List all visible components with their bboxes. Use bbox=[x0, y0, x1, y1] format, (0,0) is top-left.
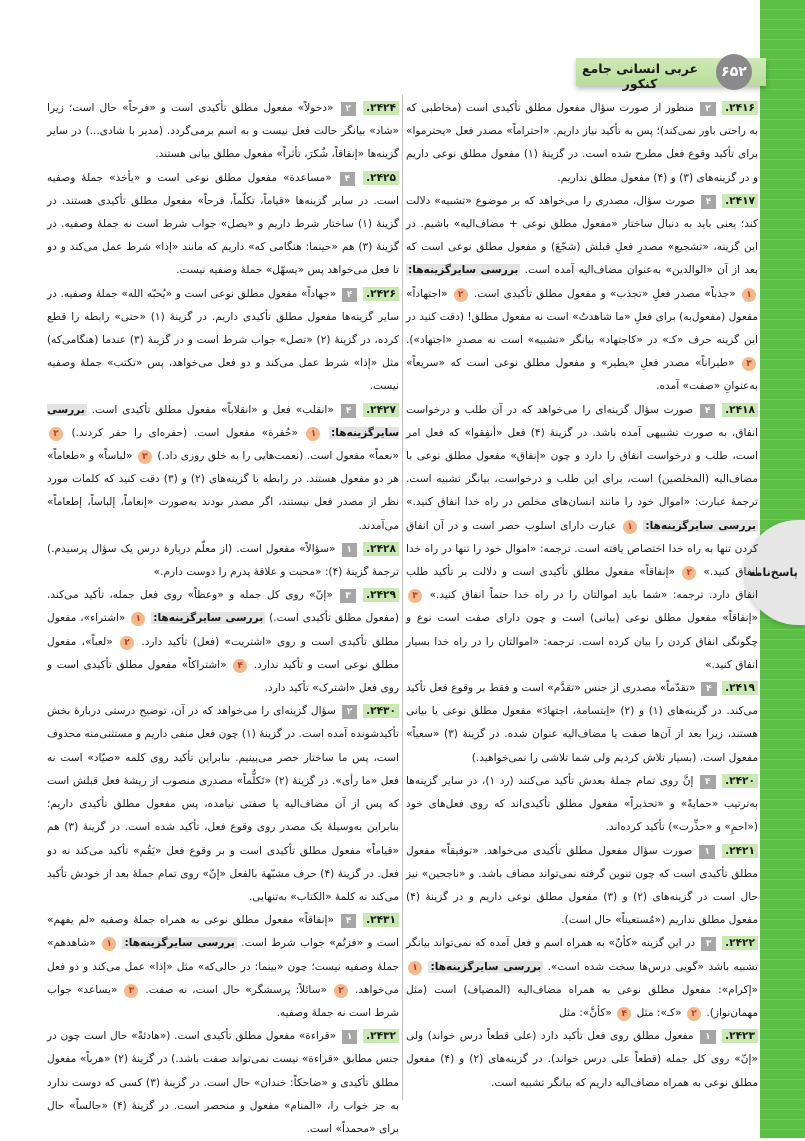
answer-badge: ۱ bbox=[342, 543, 358, 557]
option-explanation: «إکرام»: مفعول مطلق نوعی به همراه مضاف‌الیه (المضیاف) است (مثل مهمان‌نواز). bbox=[406, 983, 758, 1019]
review-other-options-label: بررسی سایرگزینه‌ها: bbox=[408, 264, 519, 277]
option-number-icon: ۲ bbox=[49, 427, 63, 441]
answer-badge: ۲ bbox=[342, 705, 358, 719]
option-number-icon: ۱ bbox=[408, 961, 422, 975]
explanation-text: مفعول مطلق روی فعل تأکید دارد (علی قطعاً درس خواند) ولی «إنّ» روی کل جمله (قطعاً علی درس خواند). در گزینه‌های (۲) و (۴) مفعول مطلق نوعی به همراه مضاف‌الیه داریم که بیانگر تشبیه است. bbox=[406, 1030, 758, 1089]
answer-entry bbox=[47, 538, 399, 584]
answer-badge: ۲ bbox=[341, 102, 357, 116]
option-explanation: «إنفاقاً» مفعول مطلق نوعی (بیانی) است و چون دارای صفت است نوع و چگونگی انفاق کردن را بیان کرده است. ترجمه: «اموالتان را در راه خدا بسیار انفاق کنید.» bbox=[406, 612, 758, 671]
answer-badge: ۱ bbox=[700, 1030, 716, 1044]
explanation-text: منظور از صورت سؤال مفعول مطلق تأکیدی است (مخاطبی که به راحتی باور نمی‌کند)؛ پس به تأکید نیاز داریم. «احتراماً» مصدر فعل «یحترموا» برای تأکید وقوع فعل مطرح شده است. در گزینهٔ (۱) مفعول مطلق نوعی داریم و در گزینه‌های (۳) و (۴) مفعول مطلق نداریم. bbox=[406, 102, 758, 184]
option-number-icon: ۱ bbox=[623, 520, 637, 534]
answer-badge: ۴ bbox=[340, 172, 356, 186]
answer-badge: ۴ bbox=[341, 914, 357, 928]
review-other-options-label: بررسی سایرگزینه‌ها: bbox=[153, 612, 264, 625]
question-number: ۲۴۳۱. bbox=[363, 913, 399, 927]
option-explanation: «لباساً» و «طعاماً» هر دو مفعول هستند. در رابطه با گزینه‌های (۲) و (۳) دقت کنید که کلمات مورد نظر از مصدر فعل نیستند، اگر مصدر بودند به‌صورت «إنعاماً، إلباساً، إطعاماً» می‌آمدند. bbox=[47, 450, 399, 532]
answer-entry bbox=[47, 283, 399, 399]
answer-badge: ۱ bbox=[699, 845, 715, 859]
option-number-icon: ۳ bbox=[124, 984, 138, 998]
explanation-text: «دخولاً» مفعول مطلق تأکیدی است و «فرحاً» حال است؛ زیرا «شاد» بیانگر حالت فعل نیست و به اسم برمی‌گردد. (مدیر با شادی...) در سایر گزینه‌ها «إنفاقاً، شُکرَ، تأثراً» مفعول مطلق بیانی هستند. bbox=[47, 102, 399, 161]
answer-entry bbox=[47, 97, 399, 167]
answer-entry bbox=[406, 399, 758, 677]
option-number-icon: ۳ bbox=[742, 357, 756, 371]
explanation-text: صورت سؤال، مصدری را می‌خواهد که بر موضوع «تشبیه» دلالت کند؛ یعنی باید به دنبال ساختار «مفعول مطلق نوعی + مضاف‌الیه» باشیم. در این گزینه، «تشجیع» مصدرِ فعلِ قبلش (شجّعَ) و مفعول مطلق نوعی است که بعد از آن «الوالدین» به‌عنوان مضاف‌الیه آمده است. bbox=[406, 194, 758, 277]
explanation-text: صورت سؤال مفعول مطلق تأکیدی می‌خواهد. «توفیقاً» مفعول مطلق تأکیدی است که چون تنوین گرفته نمی‌تواند مضاف باشد. و «ناجحین» نیز حال است در گزینه‌های (۲) و (۳) مفعول مطلق نوعی داریم و در گزینهٔ (۴) مفعول مطلق نداریم («مُستعیناً» حال است). bbox=[406, 844, 758, 927]
question-number: ۲۴۲۴. bbox=[363, 101, 399, 115]
question-number: ۲۴۳۰. bbox=[363, 704, 399, 718]
book-title: عربی انسانی جامع کنکور bbox=[581, 61, 699, 91]
answer-badge: ۴ bbox=[341, 404, 357, 418]
question-number: ۲۴۲۰. bbox=[722, 774, 758, 788]
explanation-text: «مساعدة» مفعول مطلق نوعی است و «یأخذ» جملهٔ وصفیه است. در سایر گزینه‌ها «قیاماً، تکلّماً، فرحاً» مفعول مطلق تأکیدی هستند. در گزینهٔ (۱) ساختار شرط داریم و «یصل» جواب شرط است نه جملهٔ وصفیه. در گزینهٔ (۳) هم «حینما: هنگامی که» داریم که مانند «إذا» شرط عمل می‌کند و دو تا فعل می‌خواهد پس «یسهّل» جملهٔ وصفیه نیست. bbox=[47, 171, 400, 277]
option-number-icon: ۲ bbox=[682, 566, 696, 580]
answer-entry bbox=[406, 190, 758, 399]
explanation-text: در این گزینه «کأنّ» به همراه اسم و فعل آمده که نمی‌تواند بیانگر تشبیه باشد «گویی درس‌ها سخت شده است». bbox=[406, 937, 758, 973]
question-number: ۲۴۲۱. bbox=[722, 844, 758, 858]
answer-entry bbox=[47, 700, 399, 909]
option-explanation: «لعباً»، مفعول مطلق نوعی است و تأکید ندارد. bbox=[47, 635, 399, 671]
option-number-icon: ۲ bbox=[454, 288, 468, 302]
answer-entry bbox=[47, 909, 399, 1025]
answer-badge: ۴ bbox=[700, 775, 716, 789]
answer-badge: ۴ bbox=[701, 195, 717, 209]
explanation-text: «انقلب» فعل و «انقلاباً» مفعول مطلق تأکیدی است. bbox=[91, 403, 334, 416]
option-number-icon: ۱ bbox=[742, 288, 756, 302]
option-explanation: «شاهدهم» جملهٔ وصفیه نیست؛ چون «بینما: در حالی‌که» مثل «إذا» عمل می‌کند و دو فعل می‌خواهد. bbox=[47, 937, 399, 996]
answer-entry bbox=[406, 770, 758, 840]
answer-badge: ۴ bbox=[700, 404, 716, 418]
question-number: ۲۴۲۲. bbox=[722, 936, 758, 950]
explanation-text: «جهاداً» مفعول مطلق نوعی است و «یُحبّه الله» جملهٔ وصفیه. در سایر گزینه‌ها مفعول مطلق تأکیدی داریم. در گزینهٔ (۱) «حتی» رابطه را قطع کرده، در گزینهٔ (۲) «تصل» جواب شرط است و در گزینهٔ (۳) عندما (هنگامی‌که) مثل «إذا» شرط عمل می‌کند و دو فعل می‌خواهد، پس «تکتب» جملهٔ وصفیه نیست. bbox=[47, 287, 399, 393]
option-explanation: «کأنَّ»: مثل bbox=[559, 1006, 612, 1019]
page-number: ۶۵۲ bbox=[716, 54, 752, 90]
option-number-icon: ۱ bbox=[102, 937, 116, 951]
option-number-icon: ۲ bbox=[687, 1007, 701, 1021]
answer-badge: ۴ bbox=[701, 682, 717, 696]
answer-badge: ۴ bbox=[342, 288, 358, 302]
option-explanation: «کـ»: مثل bbox=[636, 1006, 682, 1019]
option-number-icon: ۳ bbox=[408, 589, 422, 603]
answer-badge: ۳ bbox=[701, 937, 717, 951]
answer-entry bbox=[406, 840, 758, 933]
question-number: ۲۴۲۳. bbox=[722, 1029, 758, 1043]
question-number: ۲۴۳۲. bbox=[363, 1029, 399, 1043]
option-explanation: «اشتراء»، مفعول مطلق تأکیدی است و روی «اشتریت» (فعل) تأکید دارد. bbox=[47, 612, 399, 648]
review-other-options-label: بررسی سایرگزینه‌ها: bbox=[645, 519, 757, 532]
explanation-text: سؤال گزینه‌ای را می‌خواهد که در آن، توضیح درستی دربارهٔ بخش تأکیدشونده آمده است. در گزینهٔ (۱) چون فعل منفی داریم و مستثنی‌منه محذوف است، پس ما ساختار حصر می‌بینیم. بنابراین تأکید روی کلمه «صیّاد» است نه فعل «ما رأی». در گزینهٔ (۲) «تَکلُّماً» مصدری منصوب از ریشهٔ فعل قبلش است که پس از آن مضاف‌الیه یا صفتی نیامده، پس مفعول مطلق تأکیدی داریم؛ بنابراین به‌وسیلهٔ یک مصدر روی وقوع فعل، تأکید شده است. در گزینهٔ (۳) هم «قیاماً» مفعول مطلق تأکیدی است و بر وقوع فعل «یَقُم» تأکید می‌کند نه دو فعل. در گزینهٔ (۴) حرف مشبّهة بالفعل «إنّ» روی تمام جملهٔ بعد از خودش تأکید می‌کند نه کلمهٔ «الکتاب» به‌تنهایی. bbox=[47, 705, 400, 903]
question-number: ۲۴۲۶. bbox=[363, 287, 399, 301]
answer-entry bbox=[406, 932, 758, 1025]
option-explanation: «اجتهاداً» مفعول (مفعول‌به) برای فعلِ «ما شاهدتُ» است نه مفعول مطلق! (دقت کنید در این گزینه حرف «کـ» در «کاجتهاد» بیانگر «تشبیه» است نه مصدرِ «اجتهاد»). bbox=[406, 287, 758, 347]
question-number: ۲۴۲۷. bbox=[363, 403, 399, 417]
left-column bbox=[47, 97, 399, 1141]
option-number-icon: ۱ bbox=[131, 612, 145, 626]
explanation-text: «إنفاقاً» مفعول مطلق نوعی به همراه جملهٔ وصفیه «لم یفهم» است و «فزتُم» جواب شرط است. bbox=[47, 914, 400, 950]
option-number-icon: ۳ bbox=[138, 450, 152, 464]
answer-entry bbox=[47, 167, 399, 283]
right-column bbox=[406, 97, 758, 1095]
question-number: ۲۴۲۵. bbox=[363, 171, 399, 185]
option-number-icon: ۱ bbox=[306, 427, 320, 441]
explanation-text: إنَّ روی تمام جملهٔ بعدش تأکید می‌کنند (رد ۱)، در سایر گزینه‌ها به‌ترتیب «حمایةً» و «تحذیراً» مفعول مطلق تأکیدی‌اند که روی فعل‌های خود («احمِ» و «حذِّرت») تأکید کرده‌اند. bbox=[406, 774, 758, 834]
option-explanation: «اشتراکاً» مفعول مطلق تأکیدی است و روی فعل «اشترک» تأکید دارد. bbox=[47, 658, 399, 695]
option-number-icon: ۲ bbox=[334, 984, 348, 998]
answer-entry bbox=[406, 1025, 758, 1095]
question-number: ۲۴۱۹. bbox=[722, 681, 758, 695]
review-other-options-label: بررسی سایرگزینه‌ها: bbox=[124, 937, 235, 950]
option-explanation: «طیراناً» مصدر فعلِ «یطیر» و مفعول مطلق نوعی است که «سریعاً» به‌عنوانِ «صفت» آمده. bbox=[406, 357, 758, 393]
option-explanation: «سائلاً: پرسشگر» حال است، نه صفت. bbox=[145, 983, 327, 996]
option-explanation: «یساعد» جواب شرط است نه جملهٔ وصفیه. bbox=[47, 983, 399, 1019]
explanation-text: «قراءة» مفعول مطلق تأکیدی است. («هادئةً» حال است چون در جنس مطابق «قراءة» نیست نمی‌تواند صفت باشد.) در گزینهٔ (۲) «هرباً» مفعول مطلق تأکیدی و «ضاحکاً: خندان» حال است. در گزینهٔ (۳) کسی که دوست ندارد به جز خواب را، «المنام» مفعول و منحصر است. در گزینهٔ (۴) «جالساً» حال برای «محمداً» است. bbox=[47, 1030, 399, 1135]
explanation-text: صورت سؤال گزینه‌ای را می‌خواهد که در آن طلب و درخواست انفاق، به صورت تشبیهی آمده باشد. در گزینهٔ (۴) فعل «أنفِقوا» که فعل امر است، طلب و درخواست انفاق را دارد و چون «إنفاق» مفعول مطلق نوعی با مضاف‌الیه (المخلصین) است، برای این طلب و درخواست، بیانگر تشبیه است. ترجمهٔ عبارت: «اموال خود را مانند انسان‌های مخلص در راه خدا انفاق کنید.» bbox=[406, 403, 758, 509]
option-explanation: «حُفرة» مفعول است. (حفره‌ای را حفر کردند.) bbox=[71, 426, 298, 439]
option-explanation: «إنفاقاً» مفعول مطلق تأکیدی است و دلالت بر تأکید طلب انفاق دارد. ترجمه: «شما باید اموالتان را در راه خدا حتماً انفاق کنید.» bbox=[406, 566, 758, 602]
option-explanation: «جذباً» مصدر فعلِ «تجذب» و مفعول مطلق تأکیدی است. bbox=[473, 287, 736, 300]
option-number-icon: ۴ bbox=[617, 1007, 631, 1021]
column-divider bbox=[402, 95, 403, 1100]
answer-entry bbox=[47, 584, 399, 700]
question-number: ۲۴۲۸. bbox=[363, 542, 399, 556]
answer-badge: ۲ bbox=[700, 102, 716, 116]
question-number: ۲۴۱۸. bbox=[722, 403, 758, 417]
option-explanation: «نعماً» مفعول است. (نعمت‌هایی را به خلق روزی داد.) bbox=[157, 450, 399, 463]
answer-entry bbox=[47, 1025, 399, 1141]
question-number: ۲۴۲۹. bbox=[363, 588, 399, 602]
review-other-options-label: بررسی سایرگزینه‌ها: bbox=[47, 403, 399, 439]
option-explanation: عبارت دارای اسلوب حصر است و در آن انفاق کردن تنها به راه خدا اختصاص یافته است. ترجمه: «اموال خود را تنها در راه خدا انفاق کنید.» bbox=[406, 519, 759, 579]
explanation-text: «إنّ» روی کل جمله و «وعظاً» روی فعل جمله، تأکید می‌کند. (مفعول مطلق تأکیدی است.) bbox=[47, 589, 399, 625]
explanation-text: «سؤالاً» مفعول است. (از معلّم دربارهٔ درس یک سؤال پرسیدم.) ترجمهٔ گزینهٔ (۴): «محبت و علاقهٔ پدرم را دوست دارم.» bbox=[47, 542, 399, 579]
question-number: ۲۴۱۷. bbox=[722, 194, 758, 208]
question-number: ۲۴۱۶. bbox=[722, 101, 758, 115]
answer-entry bbox=[406, 97, 758, 190]
answer-badge: ۳ bbox=[340, 589, 356, 603]
option-number-icon: ۲ bbox=[120, 636, 134, 650]
explanation-text: «تقدّماً» مصدری از جنس «تقدَّم» است و فقط بر وقوع فعل تأکید می‌کند. در گزینه‌های (۱) و (۲) «اِبتسامة، اجتهادَ» مفعول مطلق نوعی یا بیانی هستند، زیرا بعد از آن‌ها صفت یا مضاف‌الیه عنوان شده. در گزینهٔ (۳) «سعیاً» مفعول است. (بسیار تلاش کردیم ولی شما تلاشی را نمی‌خواهید.) bbox=[406, 682, 758, 764]
option-number-icon: ۴ bbox=[233, 659, 247, 673]
review-other-options-label: بررسی سایرگزینه‌ها: bbox=[430, 960, 542, 973]
answer-entry bbox=[406, 677, 758, 770]
answer-entry bbox=[47, 399, 399, 538]
section-tab-label: پاسخ‌نامه bbox=[749, 566, 798, 579]
answer-badge: ۱ bbox=[342, 1030, 358, 1044]
